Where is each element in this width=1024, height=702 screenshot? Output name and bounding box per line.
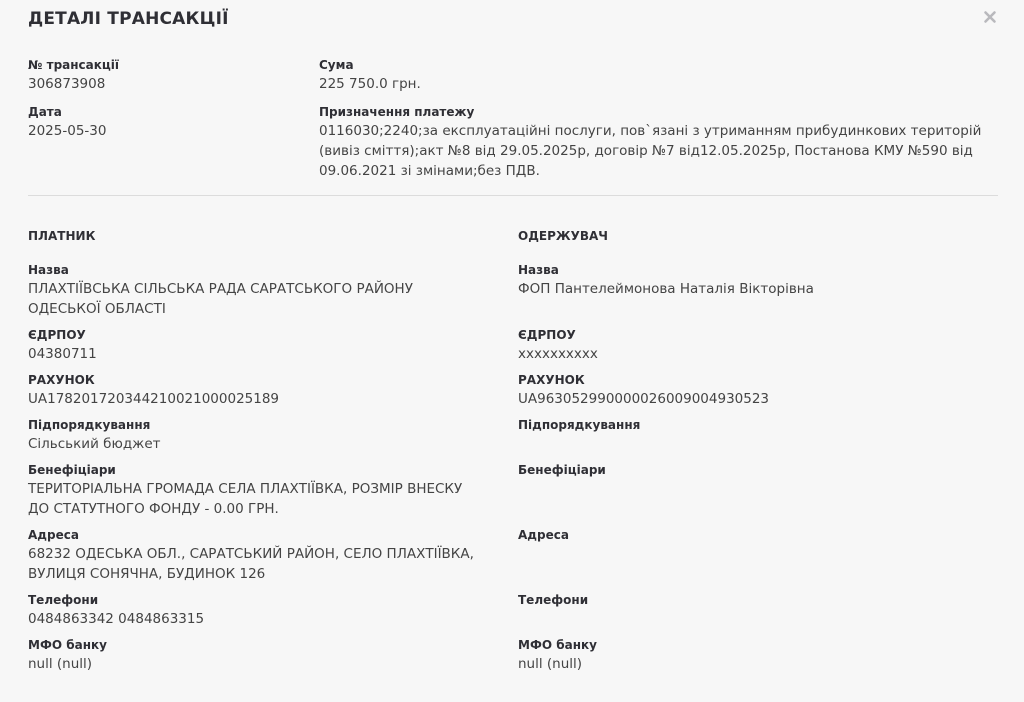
transaction-amount-field [319,57,999,94]
receiver-phones-field [518,592,968,609]
receiver-subordination-label: Підпорядкування [518,418,641,432]
payer-mfo-label: МФО банку [28,638,107,652]
transaction-number-label: № трансакції [28,58,120,72]
receiver-beneficiaries-field [518,462,968,479]
payer-subordination-field [28,417,478,454]
payer-subordination-value: Сільський бюджет [28,436,161,452]
receiver-edrpou-field [518,327,968,364]
payment-purpose-value: 0116030;2240;за експлуатаційні послуги, пов`язані з утриманням прибудинкових територій (вивіз сміття);акт №8 від 29.05.2025р, договір №7 від12.05.2025р, Постанова КМУ №590 від 09.06.2021 зі змінами;без ПДВ. [319,123,982,179]
transaction-amount-value: 225 750.0 грн. [319,76,421,92]
close-icon [983,10,997,24]
payer-account-value: UA178201720344210021000025189 [28,391,280,407]
receiver-account-field [518,372,968,409]
transaction-number-field [28,57,308,94]
payer-edrpou-field [28,327,478,364]
receiver-edrpou-value: xxxxxxxxxx [518,346,598,362]
payer-address-label: Адреса [28,528,79,542]
payer-name-label: Назва [28,263,69,277]
payer-beneficiaries-label: Бенефіціари [28,463,116,477]
payer-phones-field [28,592,478,629]
payer-edrpou-label: ЄДРПОУ [28,328,86,342]
payer-address-value: 68232 ОДЕСЬКА ОБЛ., САРАТСЬКИЙ РАЙОН, СЕЛО ПЛАХТІЇВКА, ВУЛИЦЯ СОНЯЧНА, БУДИНОК 126 [28,546,474,582]
receiver-name-field [518,262,968,299]
payer-phones-label: Телефони [28,593,99,607]
transaction-date-label: Дата [28,105,62,119]
payer-heading: ПЛАТНИК [28,229,96,243]
transaction-date-field [28,104,308,141]
payer-mfo-field [28,637,478,674]
receiver-account-label: РАХУНОК [518,373,585,387]
payer-name-value: ПЛАХТІЇВСЬКА СІЛЬСЬКА РАДА САРАТСЬКОГО РАЙОНУ ОДЕСЬКОЇ ОБЛАСТІ [28,281,413,317]
receiver-address-label: Адреса [518,528,569,542]
payer-beneficiaries-value: ТЕРИТОРІАЛЬНА ГРОМАДА СЕЛА ПЛАХТІЇВКА, РОЗМІР ВНЕСКУ ДО СТАТУТНОГО ФОНДУ - 0.00 ГРН. [28,481,463,517]
transaction-meta-left [28,57,308,151]
receiver-mfo-label: МФО банку [518,638,597,652]
receiver-address-field [518,527,968,544]
payer-phones-value: 0484863342 0484863315 [28,611,205,627]
receiver-name-value: ФОП Пантелеймонова Наталія Вікторівна [518,281,814,297]
payer-account-label: РАХУНОК [28,373,95,387]
payer-mfo-value: null (null) [28,656,93,672]
payer-name-field [28,262,478,319]
receiver-name-label: Назва [518,263,559,277]
payer-account-field [28,372,478,409]
receiver-phones-label: Телефони [518,593,589,607]
transaction-meta-right [319,57,999,191]
close-button[interactable] [983,9,997,23]
receiver-mfo-value: null (null) [518,656,583,672]
receiver-edrpou-label: ЄДРПОУ [518,328,576,342]
receiver-heading: ОДЕРЖУВАЧ [518,229,608,243]
payment-purpose-label: Призначення платежу [319,105,475,119]
payer-section [28,228,478,672]
payer-address-field [28,527,478,584]
transaction-number-value: 306873908 [28,76,106,92]
payer-subordination-label: Підпорядкування [28,418,151,432]
payer-beneficiaries-field [28,462,478,519]
receiver-section [518,228,968,672]
receiver-beneficiaries-label: Бенефіціари [518,463,606,477]
receiver-subordination-field [518,417,968,434]
section-divider [28,195,998,196]
transaction-date-value: 2025-05-30 [28,123,107,139]
receiver-account-value: UA963052990000026009004930523 [518,391,770,407]
payment-purpose-field [319,104,999,181]
receiver-mfo-field [518,637,968,674]
payer-edrpou-value: 04380711 [28,346,97,362]
modal-title: ДЕТАЛІ ТРАНСАКЦІЇ [28,9,229,29]
transaction-amount-label: Сума [319,58,354,72]
